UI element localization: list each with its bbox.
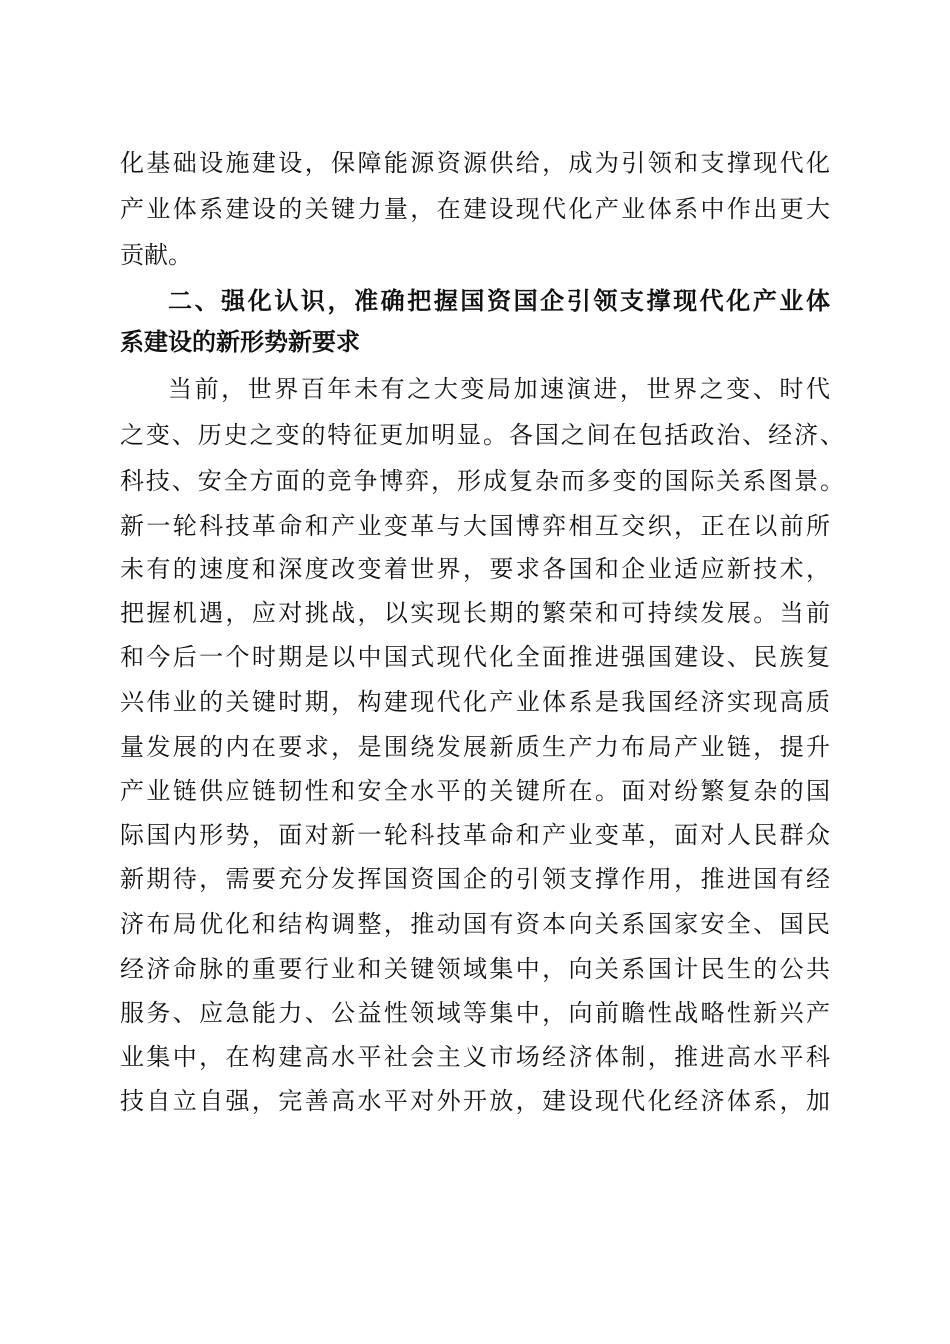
body-line-17: 技自立自强，完善高水平对外开放，建设现代化经济体系，加 <box>120 1087 830 1115</box>
body-line-4: 新一轮科技革命和产业变革与大国博弈相互交织，正在以前所 <box>120 512 830 540</box>
body-line-5: 未有的速度和深度改变着世界，要求各国和企业适应新技术， <box>120 555 830 583</box>
body-line-7: 和今后一个时期是以中国式现代化全面推进强国建设、民族复 <box>120 643 830 671</box>
body-line-9: 量发展的内在要求，是围绕发展新质生产力布局产业链，提升 <box>120 733 830 761</box>
body-line-14: 经济命脉的重要行业和关键领域集中，向关系国计民生的公共 <box>120 955 830 983</box>
body-line-16: 业集中，在构建高水平社会主义市场经济体制，推进高水平科 <box>120 1043 830 1071</box>
body-line-6: 把握机遇，应对挑战，以实现长期的繁荣和可持续发展。当前 <box>120 599 830 627</box>
body-line-10: 产业链供应链韧性和安全水平的关键所在。面对纷繁复杂的国 <box>120 777 830 805</box>
section-heading-line-1: 二、强化认识，准确把握国资国企引领支撑现代化产业体 <box>168 287 830 315</box>
body-line-3: 科技、安全方面的竞争博弈，形成复杂而多变的国际关系图景。 <box>120 467 844 495</box>
body-line-2: 之变、历史之变的特征更加明显。各国之间在包括政治、经济、 <box>120 421 844 449</box>
body-line-1: 当前，世界百年未有之大变局加速演进，世界之变、时代 <box>168 375 830 403</box>
body-line-11: 际国内形势，面对新一轮科技革命和产业变革，面对人民群众 <box>120 821 830 849</box>
section-heading-line-2: 系建设的新形势新要求 <box>120 328 360 356</box>
body-line-12: 新期待，需要充分发挥国资国企的引领支撑作用，推进国有经 <box>120 865 830 893</box>
intro-line-2: 产业体系建设的关键力量，在建设现代化产业体系中作出更大 <box>120 195 830 223</box>
intro-line-1: 化基础设施建设，保障能源资源供给，成为引领和支撑现代化 <box>120 149 830 177</box>
body-line-15: 服务、应急能力、公益性领域等集中，向前瞻性战略性新兴产 <box>120 999 830 1027</box>
body-line-8: 兴伟业的关键时期，构建现代化产业体系是我国经济实现高质 <box>120 688 830 716</box>
body-line-13: 济布局优化和结构调整，推动国有资本向关系国家安全、国民 <box>120 910 830 938</box>
intro-line-3: 贡献。 <box>120 241 192 269</box>
